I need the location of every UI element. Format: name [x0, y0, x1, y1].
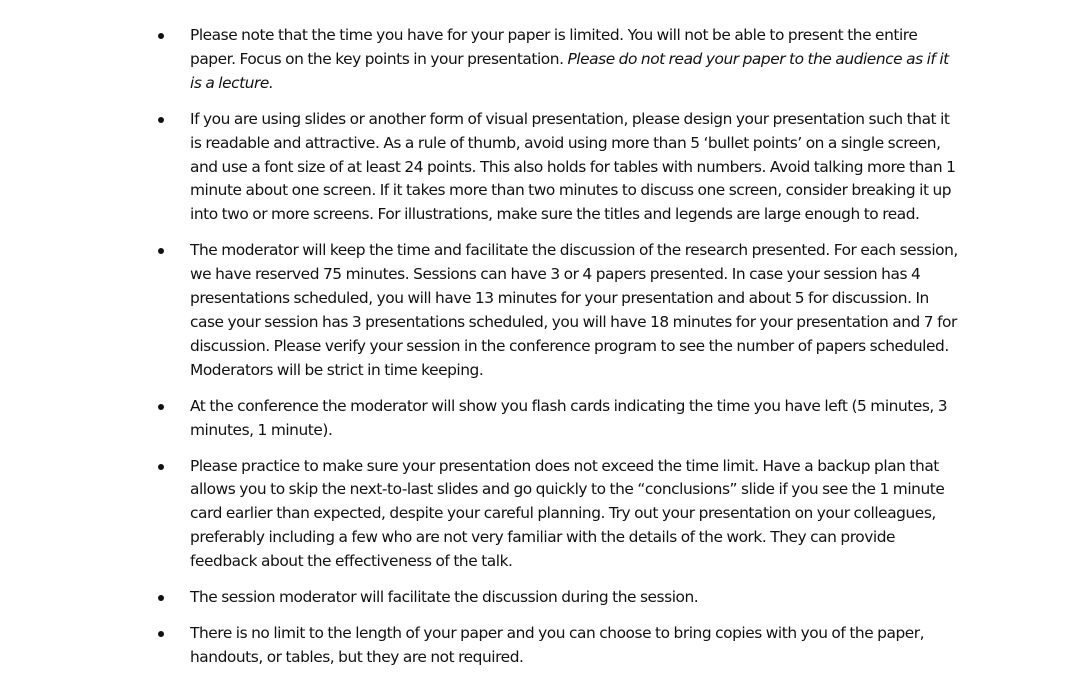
bullet-text: If you are using slides or another form of visual presentation, please design your presentation such that it is readable and attractive. As a rule of thumb, avoid using more than 5 ‘bullet points’ on a single screen, and use a font size of at least 24 points. This also holds for tables with numbers. Avoid talking more than 1 minute about one screen. If it takes more than two minutes to discuss one screen, consider breaking it up into two or more screens. For illustrations, make sure the titles and legends are large enough to read. — [190, 109, 956, 224]
bullet-dot-icon — [158, 631, 164, 637]
bullet-item-slides — [158, 108, 958, 228]
bullet-item-flash-cards — [158, 395, 958, 443]
bullet-text: Please note that the time you have for your paper is limited. You will not be able to present the entire paper. Focus on the key points in your presentation. — [190, 26, 918, 68]
bullet-text: The session moderator will facilitate the discussion during the session. — [190, 588, 699, 607]
bullet-item-practice — [158, 455, 958, 575]
bullet-list — [158, 24, 958, 682]
bullet-dot-icon — [158, 117, 164, 123]
bullet-item-moderator-time — [158, 239, 958, 382]
bullet-dot-icon — [158, 595, 164, 601]
bullet-dot-icon — [158, 464, 164, 470]
bullet-dot-icon — [158, 404, 164, 410]
bullet-item-time-limit — [158, 24, 958, 96]
bullet-item-paper-length — [158, 622, 958, 670]
bullet-text: At the conference the moderator will show you flash cards indicating the time you have left (5 minutes, 3 minutes, 1 minute). — [190, 396, 948, 439]
bullet-text: The moderator will keep the time and facilitate the discussion of the research presented. For each session, we have reserved 75 minutes. Sessions can have 3 or 4 papers presented. In case your session has 4 presentations scheduled, you will have 13 minutes for your presentation and about 5 for discussion. In case your session has 3 presentations scheduled, you will have 18 minutes for your presentation and 7 for discussion. Please verify your session in the conference program to see the number of papers scheduled. Moderators will be strict in time keeping. — [190, 241, 958, 379]
bullet-dot-icon — [158, 248, 164, 254]
bullet-text: Please practice to make sure your presentation does not exceed the time limit. Have a backup plan that allows you to skip the next-to-last slides and go quickly to the “conclusions” slide if you see the 1 minute card earlier than expected, despite your careful planning. Try out your presentation on your colleagues, preferably including a few who are not very familiar with the details of the work. They can provide feedback about the effectiveness of the talk. — [190, 456, 945, 571]
bullet-emphasis: Please do not read your paper to the audience as if it is a lecture. — [190, 49, 949, 92]
bullet-dot-icon — [158, 33, 164, 39]
bullet-item-discussion — [158, 586, 958, 610]
bullet-text: There is no limit to the length of your paper and you can choose to bring copies with you of the paper, handouts, or tables, but they are not required. — [190, 623, 925, 666]
